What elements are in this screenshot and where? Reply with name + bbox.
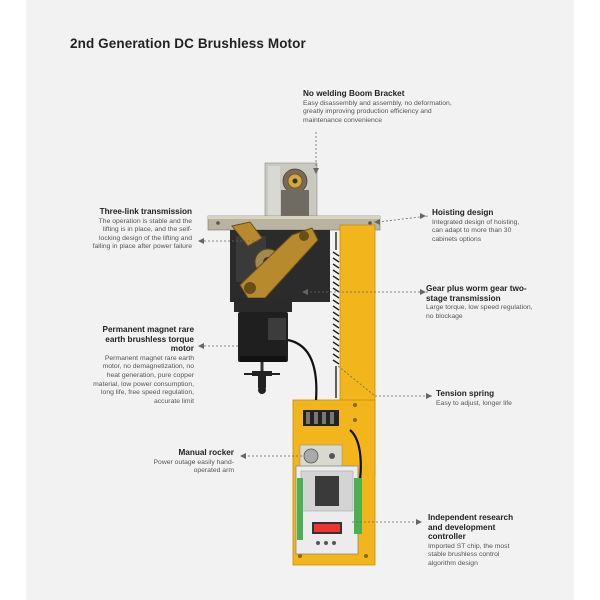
tension-spring (333, 232, 339, 398)
tension-spring-heading: Tension spring (436, 389, 495, 398)
cable-bracket (300, 445, 342, 467)
controller-box (296, 466, 362, 554)
three-link-heading: Three-link transmission (99, 207, 192, 216)
boom-bracket (265, 163, 317, 220)
gear-worm-body: Large torque, low speed regulation, no blockage (426, 304, 533, 320)
gear-worm-heading: Gear plus worm gear two-stage transmission (426, 284, 527, 303)
annotation-boom-bracket (303, 89, 453, 125)
tension-spring-body: Easy to adjust, longer life (436, 399, 512, 407)
boom-bracket-heading: No welding Boom Bracket (303, 89, 405, 98)
annotation-tension-spring (436, 389, 536, 408)
boom-bracket-body: Easy disassembly and assembly, no deformation, greatly improving production efficiency and maintenance convenience (303, 99, 452, 124)
manual-rocker-body: Power outage easily hand-operated arm (153, 458, 234, 475)
brushless-motor (234, 298, 292, 372)
terminal-block (303, 410, 339, 426)
manual-rocker-heading: Manual rocker (178, 448, 234, 457)
annotation-pm-motor (90, 325, 194, 406)
annotation-three-link (88, 207, 192, 252)
pm-motor-body: Permanent magnet rare earth motor, no demagnetization, no heat generation, pure copper material, low power consumption, long life, free speed regulation, accurate limit (93, 354, 194, 405)
hoisting-heading: Hoisting design (432, 208, 494, 217)
pm-motor-heading: Permanent magnet rare earth brushless torque motor (102, 325, 194, 354)
controller-heading: Independent research and development controller (428, 513, 514, 542)
annotation-hoisting (432, 208, 524, 244)
annotation-gear-worm (426, 284, 536, 321)
annotation-controller (428, 513, 526, 569)
page-title: 2nd Generation DC Brushless Motor (70, 36, 306, 51)
controller-body: Imported ST chip, the most stable brushless control algorithm design (428, 542, 510, 567)
manual-rocker (244, 371, 280, 394)
annotation-manual-rocker (140, 448, 234, 476)
three-link-body: The operation is stable and the lifting is in place, and the self-locking design of the lifting and falling in place after power failure (92, 217, 192, 251)
hoisting-body: Integrated design of hoisting, can adapt to more than 30 cabinets options (432, 218, 520, 243)
